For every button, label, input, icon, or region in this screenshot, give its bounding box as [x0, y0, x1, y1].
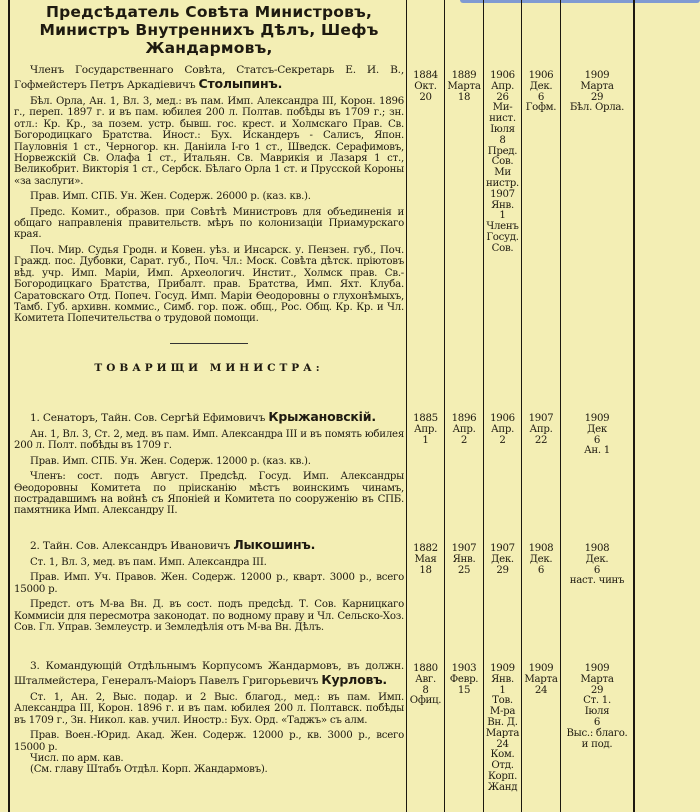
entry-paragraph: Прав. Имп. СПБ. Ун. Жен. Содерж. 26000 р. (каз. кв.).: [30, 191, 311, 203]
date-line: 1906: [490, 70, 515, 81]
right-border: [633, 0, 635, 812]
date-cell: [561, 544, 633, 587]
date-cell: [561, 71, 633, 114]
date-line: Окт.: [414, 80, 437, 92]
date-line: 1909: [490, 663, 515, 674]
date-cell: [407, 414, 444, 446]
date-line: 29: [590, 91, 604, 103]
date-line: 6: [593, 564, 601, 576]
date-line: Дек.: [585, 553, 609, 565]
date-line: Мая: [414, 553, 437, 565]
date-line: 15: [457, 684, 471, 696]
date-line: Авг.: [415, 673, 436, 685]
date-cell: [522, 544, 560, 576]
date-cell: [445, 664, 483, 696]
date-line: 1: [499, 210, 506, 222]
date-line: Офиц.: [409, 695, 442, 707]
entry-lykoshin: [14, 538, 404, 633]
date-line: Іюля: [584, 706, 610, 718]
date-line: 1907: [490, 188, 515, 200]
date-line: 29: [496, 564, 509, 576]
entry-paragraph: Ст. 1, Вл. 3, мед. въ пам. Имп. Александра III.: [30, 557, 267, 568]
date-line: Ст. 1.: [583, 695, 611, 707]
date-line: Сов.: [491, 242, 514, 254]
divider-rule: [170, 343, 248, 344]
date-line: Марта: [580, 673, 614, 685]
date-line: Сов.: [491, 156, 514, 168]
date-cell: [407, 664, 444, 707]
date-line: Дек.: [491, 553, 514, 565]
date-line: Дек.: [529, 80, 553, 92]
entry-lead: 1. Сенаторъ, Тайн. Сов. Сергѣй Ефимовичъ Крыжановскій.: [30, 409, 376, 424]
date-cell: [484, 544, 521, 576]
date-line: Марта: [580, 80, 614, 92]
entry-surname: Крыжановскій.: [268, 409, 376, 424]
date-line: 8: [422, 684, 429, 696]
date-line: Ан. 1: [584, 445, 610, 457]
date-cell: [561, 664, 633, 750]
date-line: 22: [534, 434, 548, 446]
date-line: Марта: [524, 673, 558, 685]
date-line: 1903: [451, 663, 477, 674]
date-line: 1906: [490, 413, 515, 424]
entry-paragraph: Предс. Комит., образов. при Совѣтѣ Министровъ для объединенія и общаго направленія правительств. мѣръ по колонизаціи Приамурскаго края.: [14, 206, 404, 241]
date-line: 2: [499, 434, 506, 446]
date-line: 20: [419, 91, 432, 103]
entry-surname: Курловъ.: [321, 672, 387, 687]
date-cell: [484, 414, 521, 446]
date-line: 1885: [413, 413, 438, 424]
entry-surname: Столыпинъ.: [198, 76, 283, 91]
entry-paragraph: Ст. 1, Ан. 2, Выс. подар. и 2 Выс. благод., мед.: въ пам. Имп. Александра III, Корон. 1896 г. и въ пам. юбилея 200 л. Полтавск. побѣды въ 1709 г., Зн. Никол. кав. учил. Иностр.: Бух. Орд. «Таджъ» съ алм.: [14, 692, 404, 726]
date-line: 1908: [584, 543, 610, 554]
date-line: 1896: [451, 413, 477, 424]
date-line: Ми-: [492, 102, 513, 114]
date-line: наст. чинъ: [569, 575, 625, 587]
entry-kurlov: [14, 660, 404, 776]
entry-surname: Лыкошинъ.: [233, 537, 316, 552]
header-block: [14, 0, 404, 57]
date-line: 6: [537, 91, 545, 103]
date-line: нист.: [489, 113, 516, 125]
date-line: 1907: [490, 543, 515, 554]
date-cell: [407, 71, 444, 103]
date-line: 29: [590, 684, 604, 696]
date-line: 6: [593, 716, 601, 728]
entry-kryzhanovsky: [14, 410, 404, 517]
entry-lead: 3. Командующій Отдѣльнымъ Корпусомъ Жандармовъ, въ должн. Шталмейстера, Генералъ-Маіоръ Павелъ Григорьевичъ Курловъ.: [14, 660, 404, 687]
date-line: Ми: [494, 167, 511, 179]
date-line: 1889: [451, 70, 477, 81]
date-line: Пред.: [487, 145, 518, 157]
entry-lead: Членъ Государственнаго Совѣта, Статсъ-Секретарь Е. И. В., Гофмейстеръ Петръ Аркадіевичъ Столыпинъ.: [14, 64, 404, 91]
date-line: Янв.: [491, 673, 514, 685]
date-line: Дек: [587, 423, 607, 435]
entry-paragraph: Прав. Имп. Уч. Правов. Жен. Содерж. 12000 р., кварт. 3000 р., всего 15000 р.: [14, 572, 404, 595]
date-line: Вн. Д.: [487, 716, 518, 728]
date-line: Ком.: [490, 749, 515, 761]
entry-paragraph: Членъ: сост. подъ Август. Предсѣд. Госуд. Имп. Александры Ѳеодоровны Комитета по пріисканію мѣстъ воинскимъ чинамъ, пострадавшимъ на войнѣ съ Японіей и Комитета по сооруженію въ СПБ. памятника Имп. Александру II.: [14, 471, 404, 517]
date-line: 1909: [584, 70, 610, 81]
date-line: 1907: [451, 543, 477, 554]
date-line: Янв.: [491, 199, 514, 211]
date-line: 1884: [413, 70, 438, 81]
entry-stolypin: [14, 64, 404, 374]
date-cell: [522, 71, 560, 114]
date-line: 24: [496, 738, 509, 750]
date-line: Апр.: [490, 80, 515, 92]
date-line: Выс.: благо.: [566, 727, 628, 739]
date-line: и под.: [581, 738, 613, 750]
date-line: Тов.: [492, 695, 513, 707]
date-line: 6: [537, 564, 545, 576]
date-line: Бѣл. Орла.: [569, 102, 625, 114]
date-line: 1908: [528, 543, 554, 554]
date-line: 2: [460, 434, 468, 446]
entry-paragraph: Числ. по арм. кав.: [30, 753, 124, 765]
entry-lead: 2. Тайн. Сов. Александръ Ивановичъ Лыкошинъ.: [30, 537, 316, 552]
date-line: Госуд.: [486, 231, 519, 243]
date-cell: [484, 664, 521, 794]
date-cell: [561, 414, 633, 457]
date-line: нистр.: [486, 177, 519, 189]
date-line: 1: [499, 684, 506, 696]
date-line: Апр.: [413, 423, 438, 435]
entry-paragraph: Ан. 1, Вл. 3, Ст. 2, мед. въ пам. Имп. Александра III и въ помять юбилея 200 л. Полт. побѣды въ 1709 г.: [14, 429, 404, 452]
date-line: 18: [419, 564, 432, 576]
date-line: Дек.: [529, 553, 553, 565]
date-line: 1882: [413, 543, 438, 554]
date-line: 8: [499, 134, 506, 146]
date-line: 1906: [528, 70, 554, 81]
date-line: Отд.: [491, 760, 514, 772]
date-line: Марта: [447, 80, 481, 92]
date-line: Корп.: [487, 770, 518, 782]
page-title: Предсѣдатель Совѣта Министровъ, Министръ Внутреннихъ Дѣлъ, Шефъ Жандармовъ,: [39, 3, 379, 57]
date-line: 1: [422, 434, 429, 446]
date-line: Апр.: [490, 423, 515, 435]
date-cell: [407, 544, 444, 576]
date-line: М-ра: [489, 706, 516, 718]
date-line: 1907: [528, 413, 554, 424]
date-line: 26: [496, 91, 509, 103]
date-line: Іюля: [490, 123, 515, 135]
date-line: Апр.: [529, 423, 553, 435]
date-line: Февр.: [449, 673, 479, 685]
date-line: 25: [457, 564, 471, 576]
date-line: 18: [457, 91, 471, 103]
date-cell: [445, 414, 483, 446]
date-line: Янв.: [452, 553, 476, 565]
date-line: 1880: [413, 663, 438, 674]
date-cell: [522, 664, 560, 696]
entry-paragraph: Предст. отъ М-ва Вн. Д. въ сост. подъ предсѣд. Т. Сов. Карницкаго Коммисіи для пересмотра законодат. по водному праву и Чл. Сельско-Хоз. Сов. Гл. Управ. Землеустр. и Земледѣлія отъ М-ва Вн. Дѣлъ.: [14, 599, 404, 634]
date-line: Марта: [485, 727, 520, 739]
date-cell: [484, 71, 521, 255]
date-line: Членъ: [486, 221, 519, 233]
date-cell: [445, 71, 483, 103]
section-heading: ТОВАРИЩИ МИНИСТРА:: [94, 361, 324, 374]
date-line: Гофм.: [525, 102, 557, 114]
date-line: Апр.: [452, 423, 476, 435]
entry-paragraph: Прав. Воен.-Юрид. Акад. Жен. Содерж. 12000 р., кв. 3000 р., всего 15000 р.: [14, 730, 404, 753]
date-line: 1909: [584, 413, 610, 424]
date-line: 1909: [584, 663, 610, 674]
date-line: 1909: [528, 663, 554, 674]
left-border: [8, 0, 10, 812]
date-cell: [445, 544, 483, 576]
date-line: 24: [534, 684, 548, 696]
date-cell: [522, 414, 560, 446]
entry-paragraph: (См. главу Штабъ Отдѣл. Корп. Жандармовъ).: [30, 764, 268, 776]
entry-paragraph: Поч. Мир. Судья Гродн. и Ковен. уѣз. и Инсарск. у. Пензен. губ., Поч. Гражд. пос. Дубовки, Сарат. губ., Поч. Чл.: Моск. Совѣта дѣтск. пріютовъ вѣд. учр. Имп. Маріи, Имп. Археологич. Инстит., Холмск прав. Св.-Богородицкаго Братства, Прибалт. прав. Братства, Имп. Яхт. Клуба. Саратовскаго Отд. Попеч. Госуд. Имп. Маріи Ѳеодоровны о глухонѣмыхъ, Тамб. Губ. архивн. коммис., Симб. гор. пож. общ., Рос. Общ. Кр. Кр. и Чл. Комитета Попечительства о трудовой помощи.: [14, 244, 404, 325]
date-line: Жанд: [487, 781, 518, 793]
date-line: 6: [593, 434, 601, 446]
entry-paragraph: Прав. Имп. СПБ. Ун. Жен. Содерж. 12000 р. (каз. кв.).: [30, 455, 311, 467]
entry-paragraph: Бѣл. Орла, Ан. 1, Вл. 3, мед.: въ пам. Имп. Александра III, Корон. 1896 г., переп. 1897 г. и въ пам. юбилея 200 л. Полтав. побѣды въ 1709 г.; зн. отл.: Кр. Кр., за позем. устр. бывш. гос. крест. и Холмскаго Прав. Св. Богородицкаго Братства. Иност.: Бух. Искандеръ - Салисъ, Япон. Пауловнія 1 ст., Черногор. кн. Даніила I-го 1 ст., Шведск. Серафимовъ, Норвежскій Св. Олафа 1 ст., Итальян. Св. Маврикія и Лазаря 1 ст., Великобрит. Викторія 1 ст., Сербск. Бѣлаго Орла 1 ст. и Прусской Короны «за заслуги».: [14, 96, 404, 187]
